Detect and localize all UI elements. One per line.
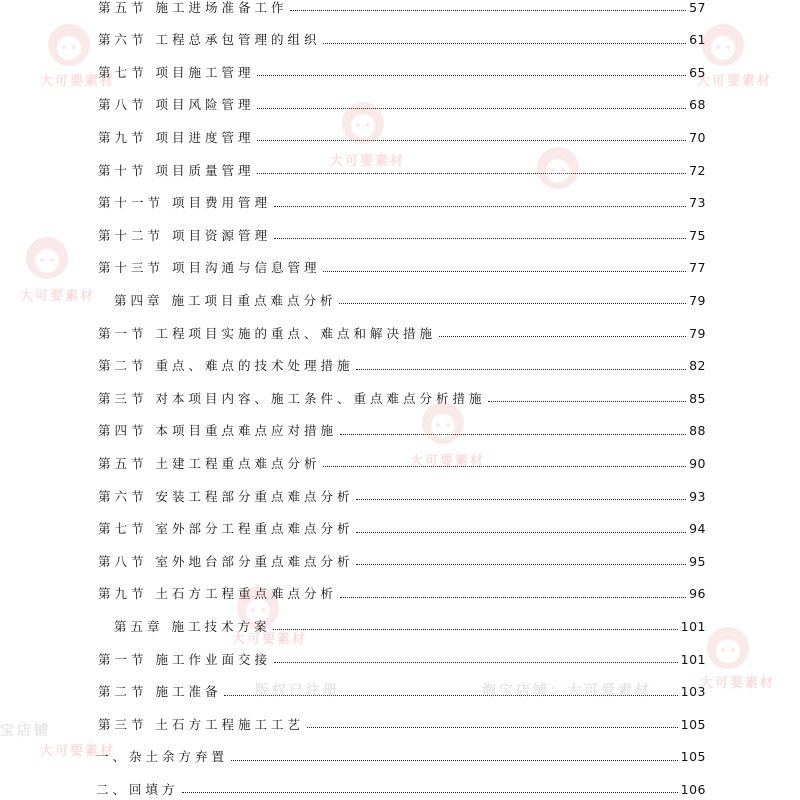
toc-entry-title: 第五章 施工技术方案: [114, 618, 271, 634]
toc-section-entry: [98, 318, 706, 340]
toc-section-entry: [98, 90, 706, 112]
toc-dot-leader: [257, 172, 686, 174]
watermark-brand-text: 大可要素材: [697, 74, 773, 89]
toc-dot-leader: [356, 563, 686, 565]
toc-page-number: 77: [689, 260, 706, 276]
toc-section-entry: [98, 25, 706, 47]
toc-entry-title: 一、杂土余方弃置: [96, 749, 229, 765]
toc-page-number: 93: [689, 488, 706, 504]
toc-entry-title: 第一节 工程项目实施的重点、难点和解决措施: [98, 325, 436, 341]
toc-page-number: 61: [689, 32, 706, 48]
watermark-brand-text: 大可要素材: [20, 289, 96, 304]
toc-dot-leader: [257, 74, 686, 76]
toc-dot-leader: [340, 596, 686, 598]
toc-entry-title: 二、回填方: [96, 781, 179, 797]
toc-dot-leader: [257, 107, 686, 109]
toc-entry-title: 第七节 室外部分工程重点难点分析: [98, 521, 354, 537]
toc-entry-title: 第一节 施工作业面交接: [98, 651, 271, 667]
toc-dot-leader: [307, 726, 678, 728]
toc-section-entry: [98, 122, 706, 144]
toc-page-number: 90: [689, 455, 706, 471]
toc-entry-title: 第二节 重点、难点的技术处理措施: [98, 358, 354, 374]
toc-page-number: 105: [680, 749, 706, 765]
toc-entry-title: 第九节 项目进度管理: [98, 129, 255, 145]
toc-entry-title: 第十一节 项目费用管理: [98, 195, 271, 211]
toc-page-number: 103: [680, 684, 706, 700]
toc-page-number: 65: [689, 64, 706, 80]
watermark-copyright-text: 版权已注册: [255, 683, 340, 699]
toc-page-number: 70: [689, 129, 706, 145]
toc-entry-title: 第七节 项目施工管理: [98, 64, 255, 80]
toc-page-number: 88: [689, 423, 706, 439]
watermark-brand-text: 大可要素材: [40, 744, 116, 759]
toc-entry-title: 第三节 土石方工程施工工艺: [98, 716, 304, 732]
toc-entry-title: 第六节 工程总承包管理的组织: [98, 32, 321, 48]
toc-dot-leader: [224, 694, 677, 696]
toc-dot-leader: [274, 661, 678, 663]
toc-subsection-entry: [96, 774, 706, 796]
toc-page-number: 105: [680, 716, 706, 732]
toc-section-entry: [98, 57, 706, 79]
toc-section-entry: [98, 351, 706, 373]
toc-dot-leader: [273, 628, 677, 630]
toc-section-entry: [98, 155, 706, 177]
toc-section-entry: [98, 514, 706, 536]
toc-entry-title: 第九节 土石方工程重点难点分析: [98, 586, 337, 602]
toc-dot-leader: [323, 465, 686, 467]
toc-section-entry: [98, 546, 706, 568]
watermark-brand-text: 大可要素材: [330, 154, 406, 169]
toc-entry-title: 第二节 施工准备: [98, 684, 222, 700]
toc-section-entry: [98, 220, 706, 242]
toc-page-number: 79: [689, 325, 706, 341]
toc-section-entry: [98, 188, 706, 210]
toc-page-number: 72: [689, 162, 706, 178]
toc-dot-leader: [439, 335, 686, 337]
toc-page-number: 79: [689, 292, 706, 308]
toc-page-number: 85: [689, 390, 706, 406]
toc-section-entry: [98, 481, 706, 503]
toc-entry-title: 第八节 项目风险管理: [98, 97, 255, 113]
watermark-brand-text: 大可要素材: [410, 454, 486, 469]
toc-section-entry: [98, 644, 706, 666]
toc-section-entry: [98, 579, 706, 601]
toc-page-number: 94: [689, 521, 706, 537]
toc-dot-leader: [323, 42, 686, 44]
toc-dot-leader: [356, 498, 686, 500]
toc-entry-title: 第四节 本项目重点难点应对措施: [98, 423, 337, 439]
toc-page-number: 57: [689, 0, 706, 15]
toc-page-number: 95: [689, 553, 706, 569]
toc-dot-leader: [356, 531, 686, 533]
toc-entry-title: 第五节 土建工程重点难点分析: [98, 455, 321, 471]
toc-entry-title: 第三节 对本项目内容、施工条件、重点难点分析措施: [98, 390, 486, 406]
toc-entry-title: 第六节 安装工程部分重点难点分析: [98, 488, 354, 504]
toc-chapter-entry: [114, 285, 706, 307]
toc-entry-title: 第十节 项目质量管理: [98, 162, 255, 178]
toc-page-number: 101: [680, 618, 706, 634]
toc-subsection-entry: [96, 742, 706, 764]
toc-dot-leader: [182, 791, 678, 793]
watermark-shop-text: 淘宝店铺：大可爱素材: [482, 683, 652, 699]
toc-page-number: 73: [689, 195, 706, 211]
toc-section-entry: [98, 416, 706, 438]
toc-dot-leader: [340, 433, 686, 435]
toc-entry-title: 第十三节 项目沟通与信息管理: [98, 260, 321, 276]
toc-page-number: 75: [689, 227, 706, 243]
toc-page-number: 82: [689, 358, 706, 374]
toc-dot-leader: [339, 302, 686, 304]
toc-section-entry: [98, 709, 706, 731]
toc-page-number: 68: [689, 97, 706, 113]
watermark-brand-text: 大可要素材: [40, 74, 116, 89]
watermark-brand-text: 大可要素材: [700, 676, 776, 691]
watermark-shop-text: 宝店铺: [0, 723, 51, 739]
toc-section-entry: [98, 677, 706, 699]
toc-entry-title: 第八节 室外地台部分重点难点分析: [98, 553, 354, 569]
toc-page-number: 106: [680, 781, 706, 797]
toc-entry-title: 第五节 施工进场准备工作: [98, 0, 288, 15]
toc-chapter-entry: [114, 611, 706, 633]
toc-entry-title: 第四章 施工项目重点难点分析: [114, 292, 337, 308]
toc-dot-leader: [323, 270, 686, 272]
toc-section-entry: [98, 448, 706, 470]
watermark-brand-text: 大可要素材: [232, 632, 308, 647]
toc-section-entry: [98, 383, 706, 405]
toc-section-entry: [98, 0, 706, 14]
toc-dot-leader: [356, 368, 686, 370]
toc-dot-leader: [274, 205, 686, 207]
toc-dot-leader: [488, 400, 686, 402]
toc-dot-leader: [231, 759, 678, 761]
toc-section-entry: [98, 253, 706, 275]
toc-page-number: 96: [689, 586, 706, 602]
toc-dot-leader: [257, 139, 686, 141]
toc-dot-leader: [290, 9, 686, 11]
toc-entry-title: 第十二节 项目资源管理: [98, 227, 271, 243]
toc-page-number: 101: [680, 651, 706, 667]
toc-dot-leader: [274, 237, 686, 239]
